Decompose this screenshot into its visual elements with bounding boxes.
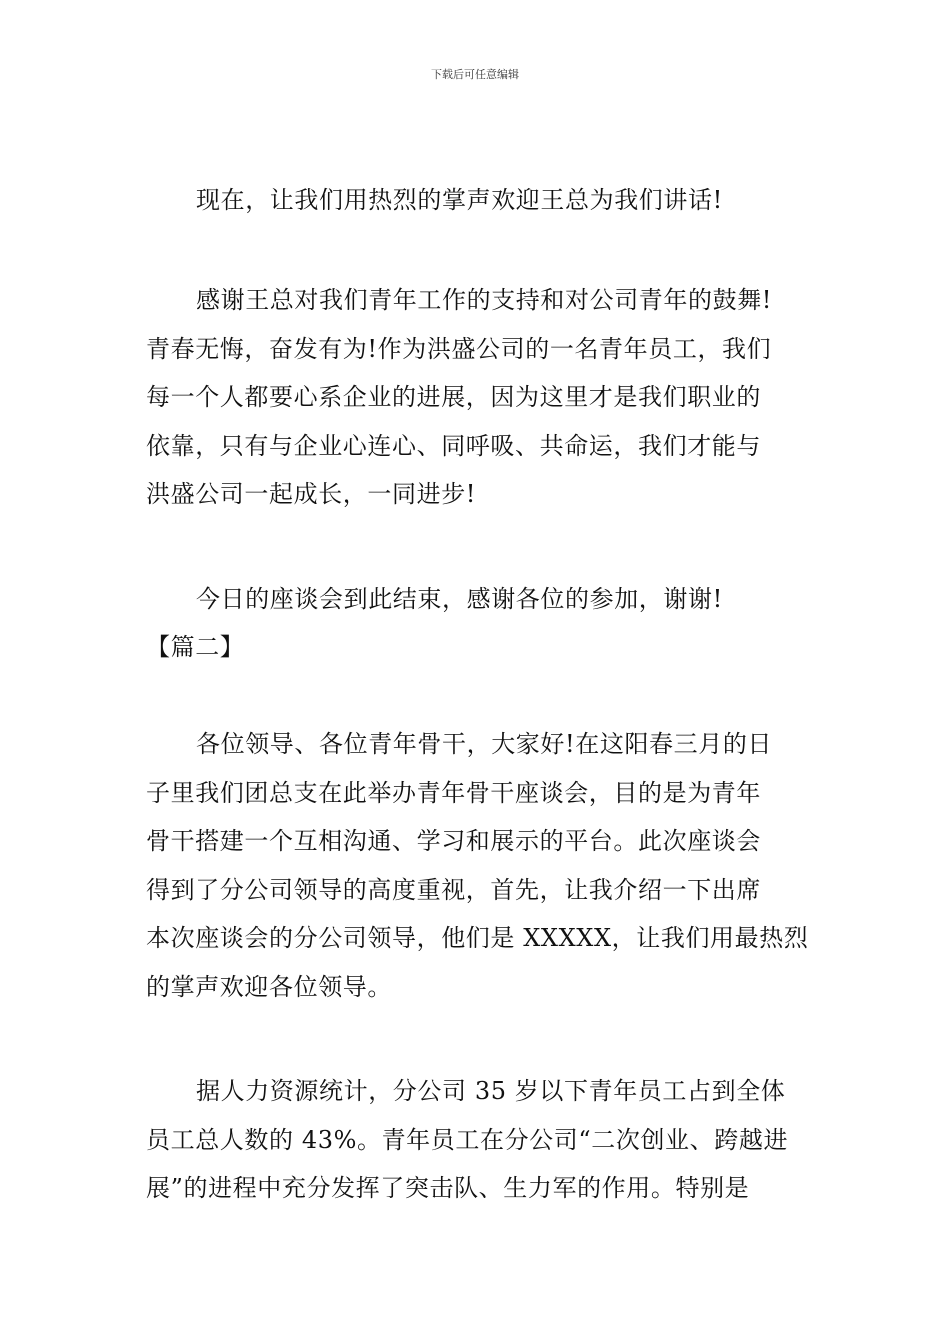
text-line: 依靠，只有与企业心连心、同呼吸、共命运，我们才能与 — [146, 431, 761, 460]
text-line: 本次座谈会的分公司领导，他们是 XXXXX，让我们用最热烈 — [146, 924, 809, 952]
text-line: 洪盛公司一起成长，一同进步! — [146, 480, 477, 508]
paragraph-statistics — [146, 1067, 810, 1213]
text-line: 员工总人数的 43%。青年员工在分公司“二次创业、跨越进 — [146, 1125, 789, 1154]
paragraph-conclusion — [146, 575, 810, 624]
section-heading — [146, 623, 810, 672]
text-line: 骨干搭建一个互相沟通、学习和展示的平台。此次座谈会 — [146, 827, 761, 855]
text-line: 据人力资源统计，分公司 35 岁以下青年员工占到全体 — [196, 1077, 786, 1105]
text-line: 每一个人都要心系企业的进展，因为这里才是我们职业的 — [146, 383, 761, 411]
text-line: 现在，让我们用热烈的掌声欢迎王总为我们讲话! — [196, 186, 723, 214]
text-line: 的掌声欢迎各位领导。 — [146, 972, 392, 1001]
text-line: 青春无悔，奋发有为!作为洪盛公司的一名青年员工，我们 — [146, 334, 772, 363]
text-line: 感谢王总对我们青年工作的支持和对公司青年的鼓舞! — [196, 286, 773, 314]
section-heading-text: 【篇二】 — [146, 633, 245, 661]
text-line: 得到了分公司领导的高度重视，首先，让我介绍一下出席 — [146, 875, 761, 904]
text-line: 子里我们团总支在此举办青年骨干座谈会，目的是为青年 — [146, 778, 761, 807]
paragraph-thanks — [146, 276, 810, 519]
paragraph-closing-intro — [146, 176, 810, 225]
page-header: 下载后可任意编辑 — [431, 68, 519, 81]
text-line: 展”的进程中充分发挥了突击队、生力军的作用。特别是 — [146, 1174, 750, 1202]
text-line: 今日的座谈会到此结束，感谢各位的参加，谢谢! — [196, 585, 723, 613]
text-line: 各位领导、各位青年骨干，大家好!在这阳春三月的日 — [196, 730, 773, 758]
paragraph-opening — [146, 720, 810, 1011]
